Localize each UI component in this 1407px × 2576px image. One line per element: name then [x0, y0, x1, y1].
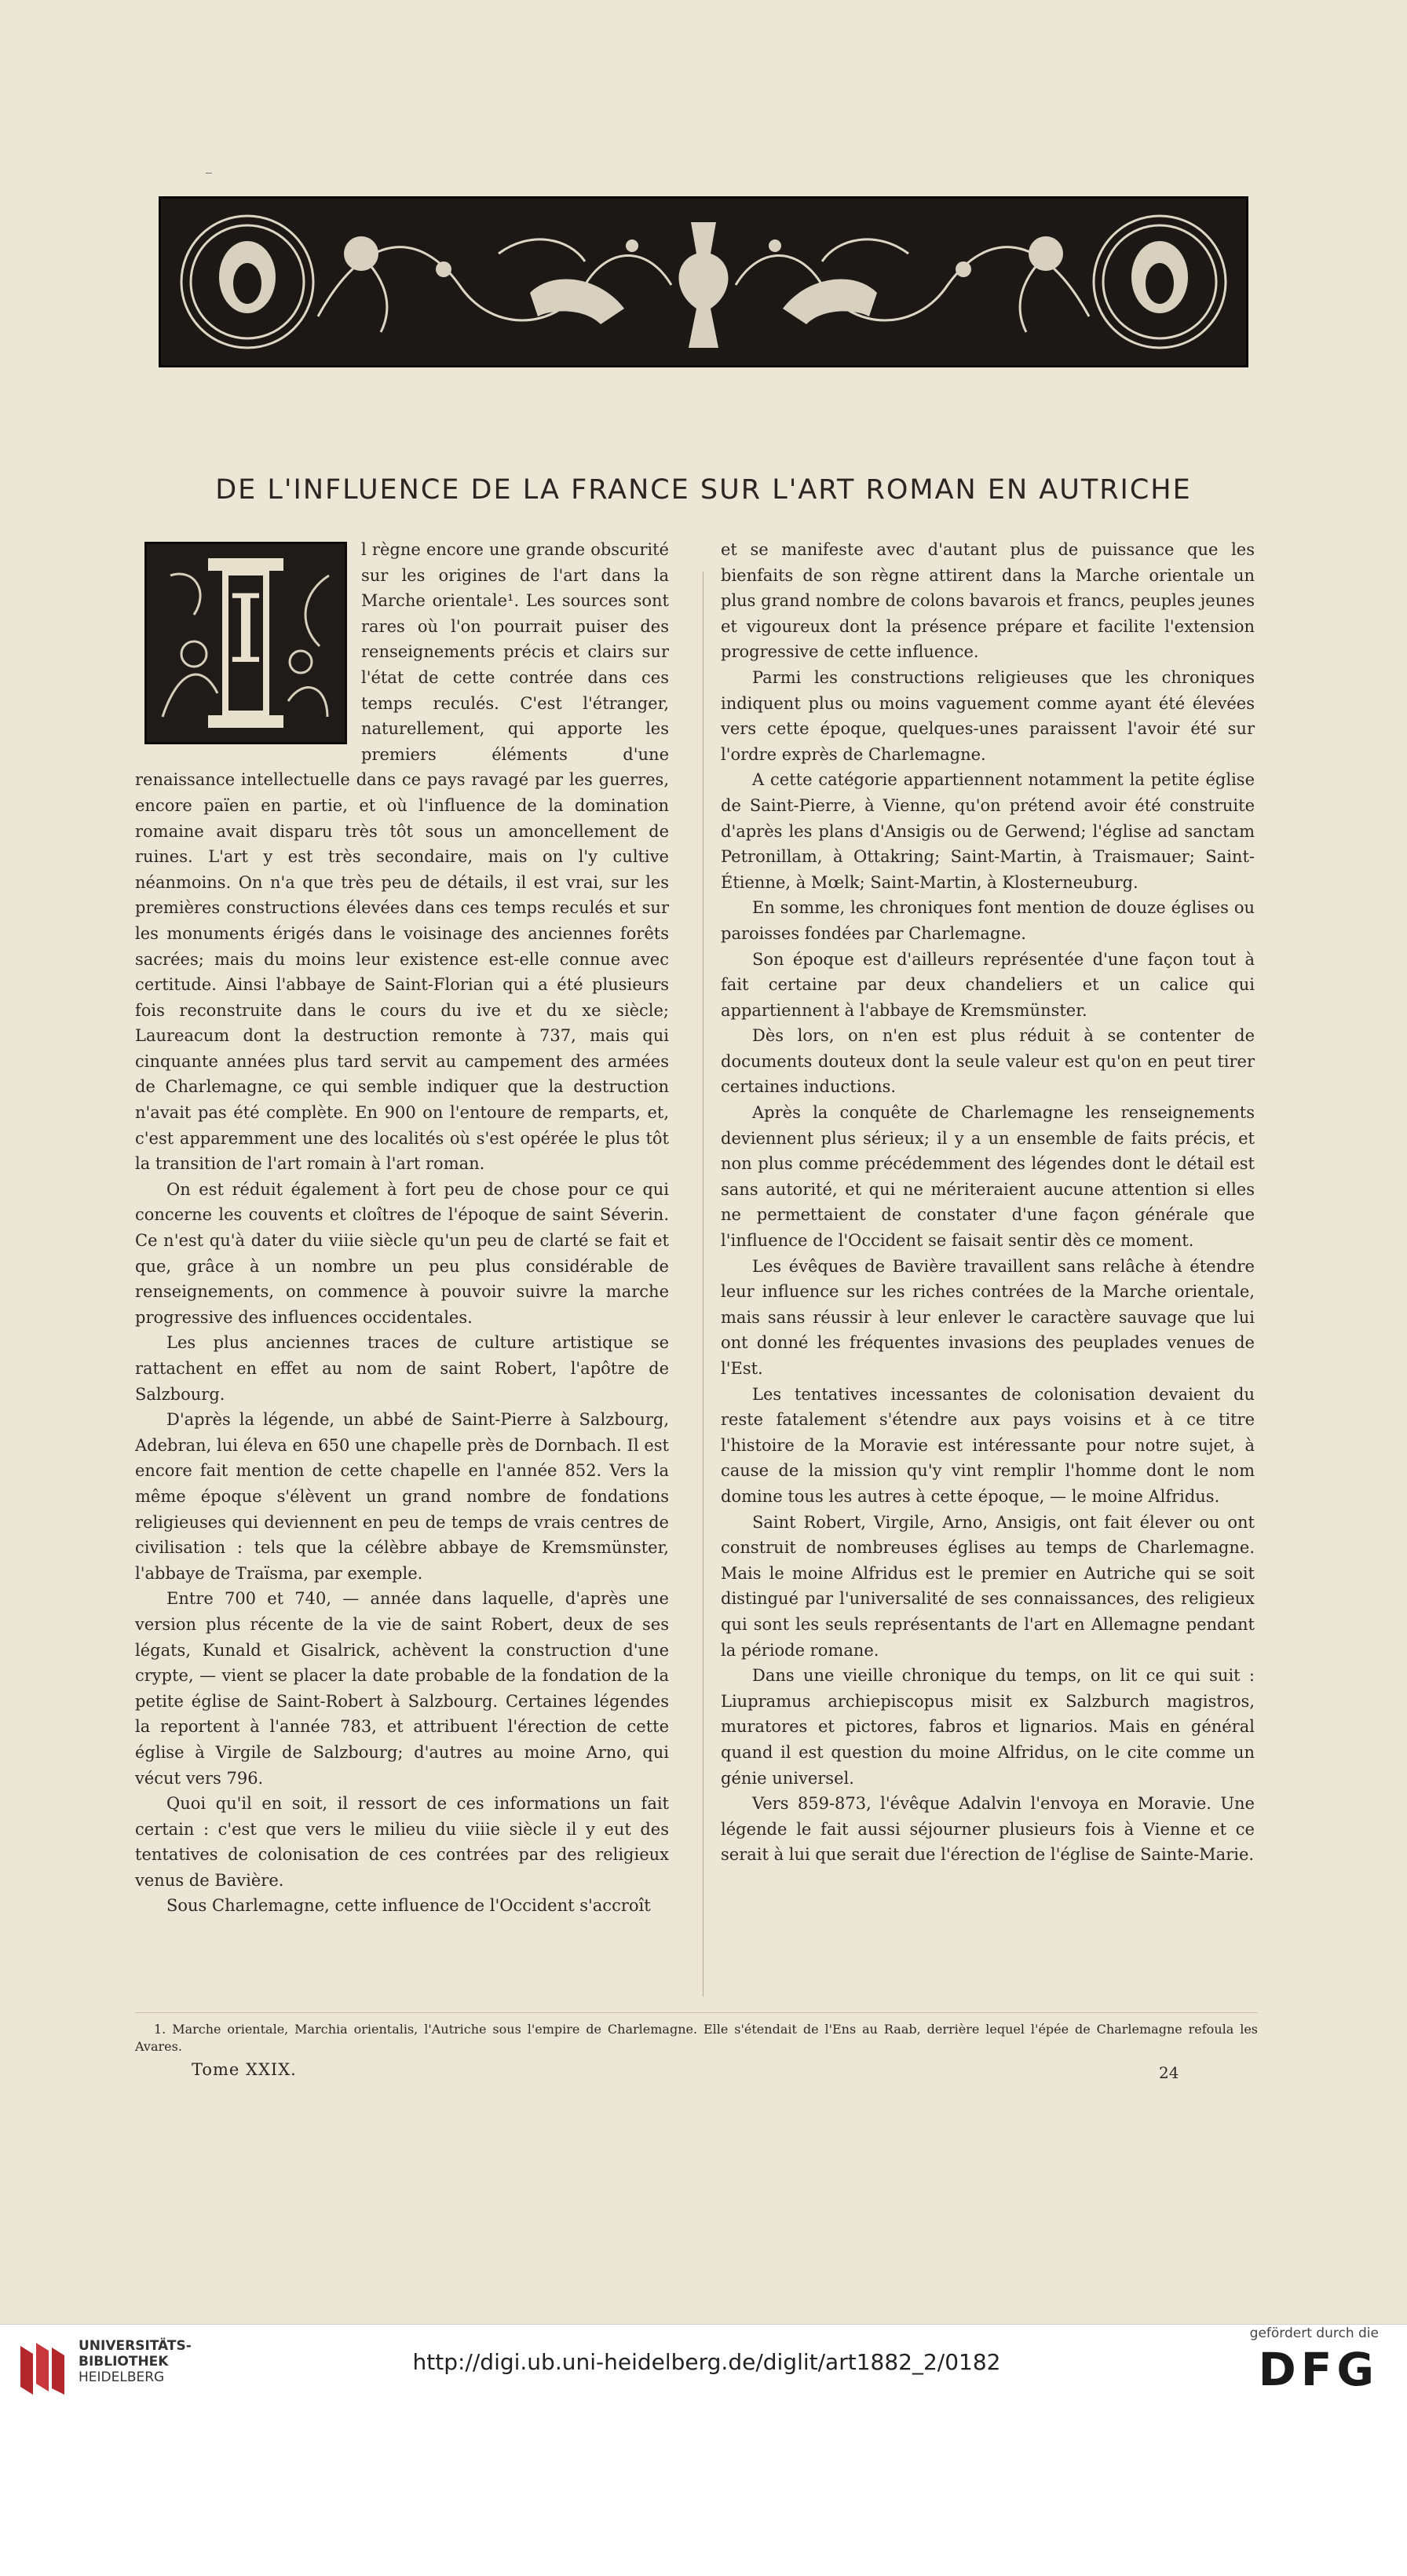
paragraph: Parmi les constructions religieuses que les chroniques indiquent plus ou moins vaguement comme ayant été élevées vers cette époque, quelques-unes paraissent l'avoir été sur l'ordre exprès de Charlemagne. [721, 667, 1255, 764]
paragraph: Les évêques de Bavière travaillent sans relâche à étendre leur influence sur les riches contrées de la Marche orientale, mais sans réussir à leur enlever le caractère sauvage que lui ont donné les fréquentes invasions des peuplades venues de l'Est. [721, 1256, 1255, 1378]
page-number: 24 [1159, 2063, 1179, 2082]
column-divider [703, 572, 704, 1997]
library-name: UNIVERSITÄTS- BIBLIOTHEK HEIDELBERG [79, 2338, 192, 2385]
text-column-right [721, 537, 1255, 1868]
paragraph: Dès lors, on n'en est plus réduit à se contenter de documents douteux dont la seule valeur est qu'on en peut tirer certaines inductions. [721, 1026, 1255, 1097]
footnote: 1. Marche orientale, Marchia orientalis, l'Autriche sous l'empire de Charlemagne. Elle s'étendait de l'Ens au Raab, derrière lequel l'épée de Charlemagne refoula les Avares. [135, 2022, 1258, 2054]
footnote-divider [135, 2012, 1258, 2013]
dfg-logo-icon[interactable]: DFG [1258, 2343, 1379, 2396]
paragraph: A cette catégorie appartiennent notamment la petite église de Saint-Pierre, à Vienne, qu'on prétend avoir été construite d'après les plans d'Ansigis ou de Gerwend; l'église ad sanctam Petronillam, à Ottakring; Saint-Martin, à Traismauer; Saint-Étienne, à Mœlk; Saint-Martin, à Klosterneuburg. [721, 770, 1255, 892]
paragraph: Dans une vieille chronique du temps, on lit ce qui suit : Liupramus archiepiscopus misit ex Salzburch magistros, muratores et pictores, fabros et lignarios. Mais en général quand il est question du moine Alfridus, on le cite comme un génie universel. [721, 1666, 1255, 1788]
paragraph: Entre 700 et 740, — année dans laquelle, d'après une version plus récente de la vie de saint Robert, deux de ses légats, Kunald et Gisalrick, achèvent la construction d'une crypte, — vient se placer la date probable de la fondation de la petite église de Saint-Robert à Salzbourg. Certaines légendes la reportent à l'année 783, et attribuent l'érection de cette église à Virgile de Salzbourg; d'autres au moine Arno, qui vécut vers 796. [135, 1589, 669, 1788]
funded-by-label: gefördert durch die [1249, 2326, 1379, 2341]
permalink-url[interactable]: http://digi.ub.uni-heidelberg.de/diglit/art1882_2/0182 [412, 2349, 1001, 2375]
paragraph: Vers 859-873, l'évêque Adalvin l'envoya en Moravie. Une légende le fait aussi séjourner plusieurs fois à Vienne et ce serait à lui que serait due l'érection de l'église de Sainte-Marie. [721, 1794, 1255, 1865]
paragraph: Les tentatives incessantes de colonisation devaient du reste fatalement s'étendre aux pays voisins et à ce titre l'histoire de la Moravie est intéressante pour notre sujet, à cause de la mission qu'y vint remplir l'homme dont le nom domine tous les autres à cette époque, — le moine Alfridus. [721, 1384, 1255, 1506]
text-column-left [135, 537, 669, 1919]
ub-heidelberg-logo-icon[interactable] [17, 2340, 68, 2396]
paragraph: En somme, les chroniques font mention de douze églises ou paroisses fondées par Charlemagne. [721, 898, 1255, 943]
svg-text:I: I [227, 575, 265, 685]
paragraph: et se manifeste avec d'autant plus de puissance que les bienfaits de son règne attirent dans la Marche orientale un plus grand nombre de colons bavarois et francs, peuples jeunes et vigoureux dont la présence prépare et facilite l'extension progressive de cette influence. [721, 540, 1255, 662]
paragraph: Son époque est d'ailleurs représentée d'une façon tout à fait certaine par deux chandeliers et un calice qui appartiennent à l'abbaye de Kremsmünster. [721, 949, 1255, 1020]
paragraph: Les plus anciennes traces de culture artistique se rattachent en effet au nom de saint Robert, l'apôtre de Salzbourg. [135, 1333, 669, 1404]
ornamented-initial-icon [144, 542, 347, 744]
article-title: DE L'INFLUENCE DE LA FRANCE SUR L'ART ROMAN EN AUTRICHE [215, 474, 1192, 506]
paragraph: Saint Robert, Virgile, Arno, Ansigis, ont fait élever ou ont construit de nombreuses églises au temps de Charlemagne. Mais le moine Alfridus est le premier en Autriche qui se soit distingué par l'universalité de ses connaissances, des religieux qui sont les seuls représentants de l'art en Allemagne pendant la période romane. [721, 1512, 1255, 1660]
ornamental-headpiece-icon [159, 196, 1248, 367]
paragraph: Après la conquête de Charlemagne les renseignements deviennent plus sérieux; il y a un ensemble de faits précis, et non plus comme précédemment des légendes dont le détail est sans autorité, et qui ne mériteraient aucune attention si elles ne permettaient de constater d'une façon générale que l'influence de l'Occident se faisait sentir dès ce moment. [721, 1103, 1255, 1251]
paragraph: Sous Charlemagne, cette influence de l'Occident s'accroît [166, 1896, 651, 1916]
paragraph: Quoi qu'il en soit, il ressort de ces informations un fait certain : c'est que vers le milieu du viiie siècle il y eut des tentatives de colonisation de ces contrées par des religieux venus de Bavière. [135, 1794, 669, 1890]
paragraph: l règne encore une grande obscurité sur les origines de l'art dans la Marche orientale¹. Les sources sont rares où l'on pourrait puiser des renseignements précis et clairs sur l'état de cette contrée dans ces temps reculés. C'est l'étranger, naturellement, qui apporte les premiers éléments d'une renaissance intellectuelle dans ce pays ravagé par les guerres, encore païen en partie, et où l'influence de la domination romaine avait disparu très tôt sous un amoncellement de ruines. L'art y est très secondaire, mais on l'y cultive néanmoins. On n'a que très peu de détails, il est vrai, sur les premières constructions élevées dans ces temps reculés et sur les monuments érigés dans le voisinage des anciennes forêts sacrées; mais du moins leur existence est-elle connue avec certitude. Ainsi l'abbaye de Saint-Florian qui a été plusieurs fois reconstruite dans le cours du ive et du xe siècle; Laureacum dont la destruction remonte à 737, mais qui cinquante années plus tard servit au campement des armées de Charlemagne, ce qui semble indiquer que la destruction n'avait pas été complète. En 900 on l'entoure de remparts, et, c'est apparemment une des localités où s'est opérée le plus tôt la transition de l'art romain à l'art roman. [135, 540, 669, 1174]
paragraph: On est réduit également à fort peu de chose pour ce qui concerne les couvents et cloîtres de l'époque de saint Séverin. Ce n'est qu'à dater du viiie siècle qu'un peu de clarté se fait et que, grâce à un nombre un peu plus considérable de renseignements, on commence à pouvoir suivre la marche progressive des influences occidentales. [135, 1179, 669, 1327]
volume-label: Tome XXIX. [192, 2060, 297, 2079]
margin-mark [206, 173, 212, 174]
paragraph: D'après la légende, un abbé de Saint-Pierre à Salzbourg, Adebran, lui éleva en 650 une chapelle près de Dornbach. Il est encore fait mention de cette chapelle en l'année 852. Vers la même époque s'élèvent un grand nombre de fondations religieuses qui deviennent en peu de temps de vrais centres de civilisation : tels que la célèbre abbaye de Kremsmünster, l'abbaye de Traïsma, par exemple. [135, 1410, 669, 1583]
